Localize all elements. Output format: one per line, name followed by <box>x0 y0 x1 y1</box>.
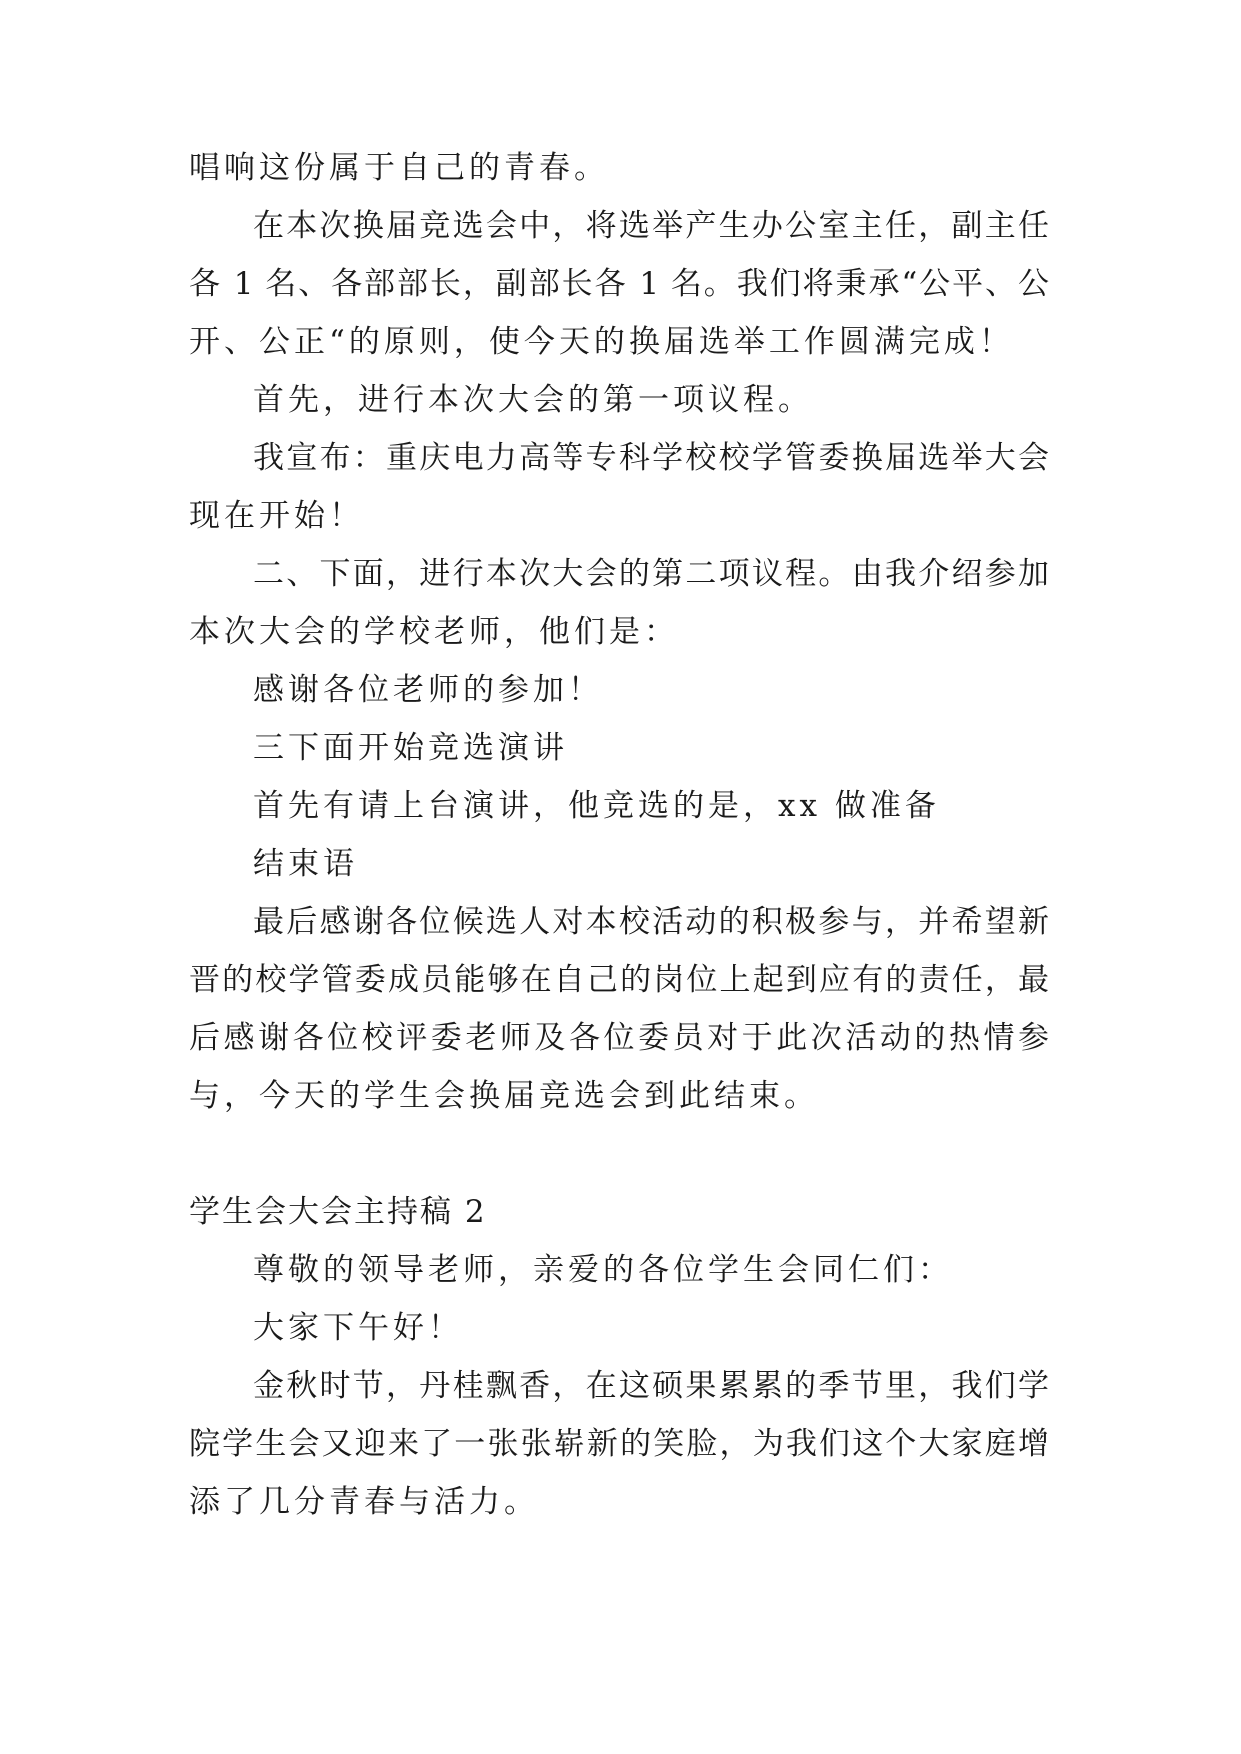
body-paragraph-line: 首先有请上台演讲，他竞选的是，xx 做准备 <box>253 788 940 824</box>
body-line: 晋的校学管委成员能够在自己的岗位上起到应有的责任，最 <box>189 962 1049 998</box>
section-heading: 学生会大会主持稿 2 <box>189 1194 487 1230</box>
body-line: 后感谢各位校评委老师及各位委员对于此次活动的热情参 <box>189 1020 1049 1056</box>
body-paragraph-line: 结束语 <box>253 846 358 882</box>
body-paragraph-line: 最后感谢各位候选人对本校活动的积极参与，并希望新 <box>253 904 1049 940</box>
body-paragraph-line: 尊敬的领导老师，亲爱的各位学生会同仁们： <box>253 1252 953 1288</box>
body-line: 添了几分青春与活力。 <box>189 1484 539 1520</box>
body-paragraph-line: 在本次换届竞选会中，将选举产生办公室主任，副主任 <box>253 208 1049 244</box>
body-line: 唱响这份属于自己的青春。 <box>189 150 609 186</box>
body-line: 各 1 名、各部部长，副部长各 1 名。我们将秉承“公平、公 <box>189 266 1049 302</box>
body-paragraph-line: 首先，进行本次大会的第一项议程。 <box>253 382 813 418</box>
body-line: 院学生会又迎来了一张张崭新的笑脸，为我们这个大家庭增 <box>189 1426 1049 1462</box>
body-line: 本次大会的学校老师，他们是： <box>189 614 679 650</box>
body-paragraph-line: 我宣布：重庆电力高等专科学校校学管委换届选举大会 <box>253 440 1049 476</box>
body-paragraph-line: 二、下面，进行本次大会的第二项议程。由我介绍参加 <box>253 556 1049 592</box>
body-paragraph-line: 大家下午好！ <box>253 1310 463 1346</box>
body-line: 与，今天的学生会换届竞选会到此结束。 <box>189 1078 819 1114</box>
body-line: 开、公正“的原则，使今天的换届选举工作圆满完成！ <box>189 324 1014 360</box>
body-line: 现在开始！ <box>189 498 364 534</box>
body-paragraph-line: 金秋时节，丹桂飘香，在这硕果累累的季节里，我们学 <box>253 1368 1049 1404</box>
body-paragraph-line: 感谢各位老师的参加！ <box>253 672 603 708</box>
body-paragraph-line: 三下面开始竞选演讲 <box>253 730 568 766</box>
